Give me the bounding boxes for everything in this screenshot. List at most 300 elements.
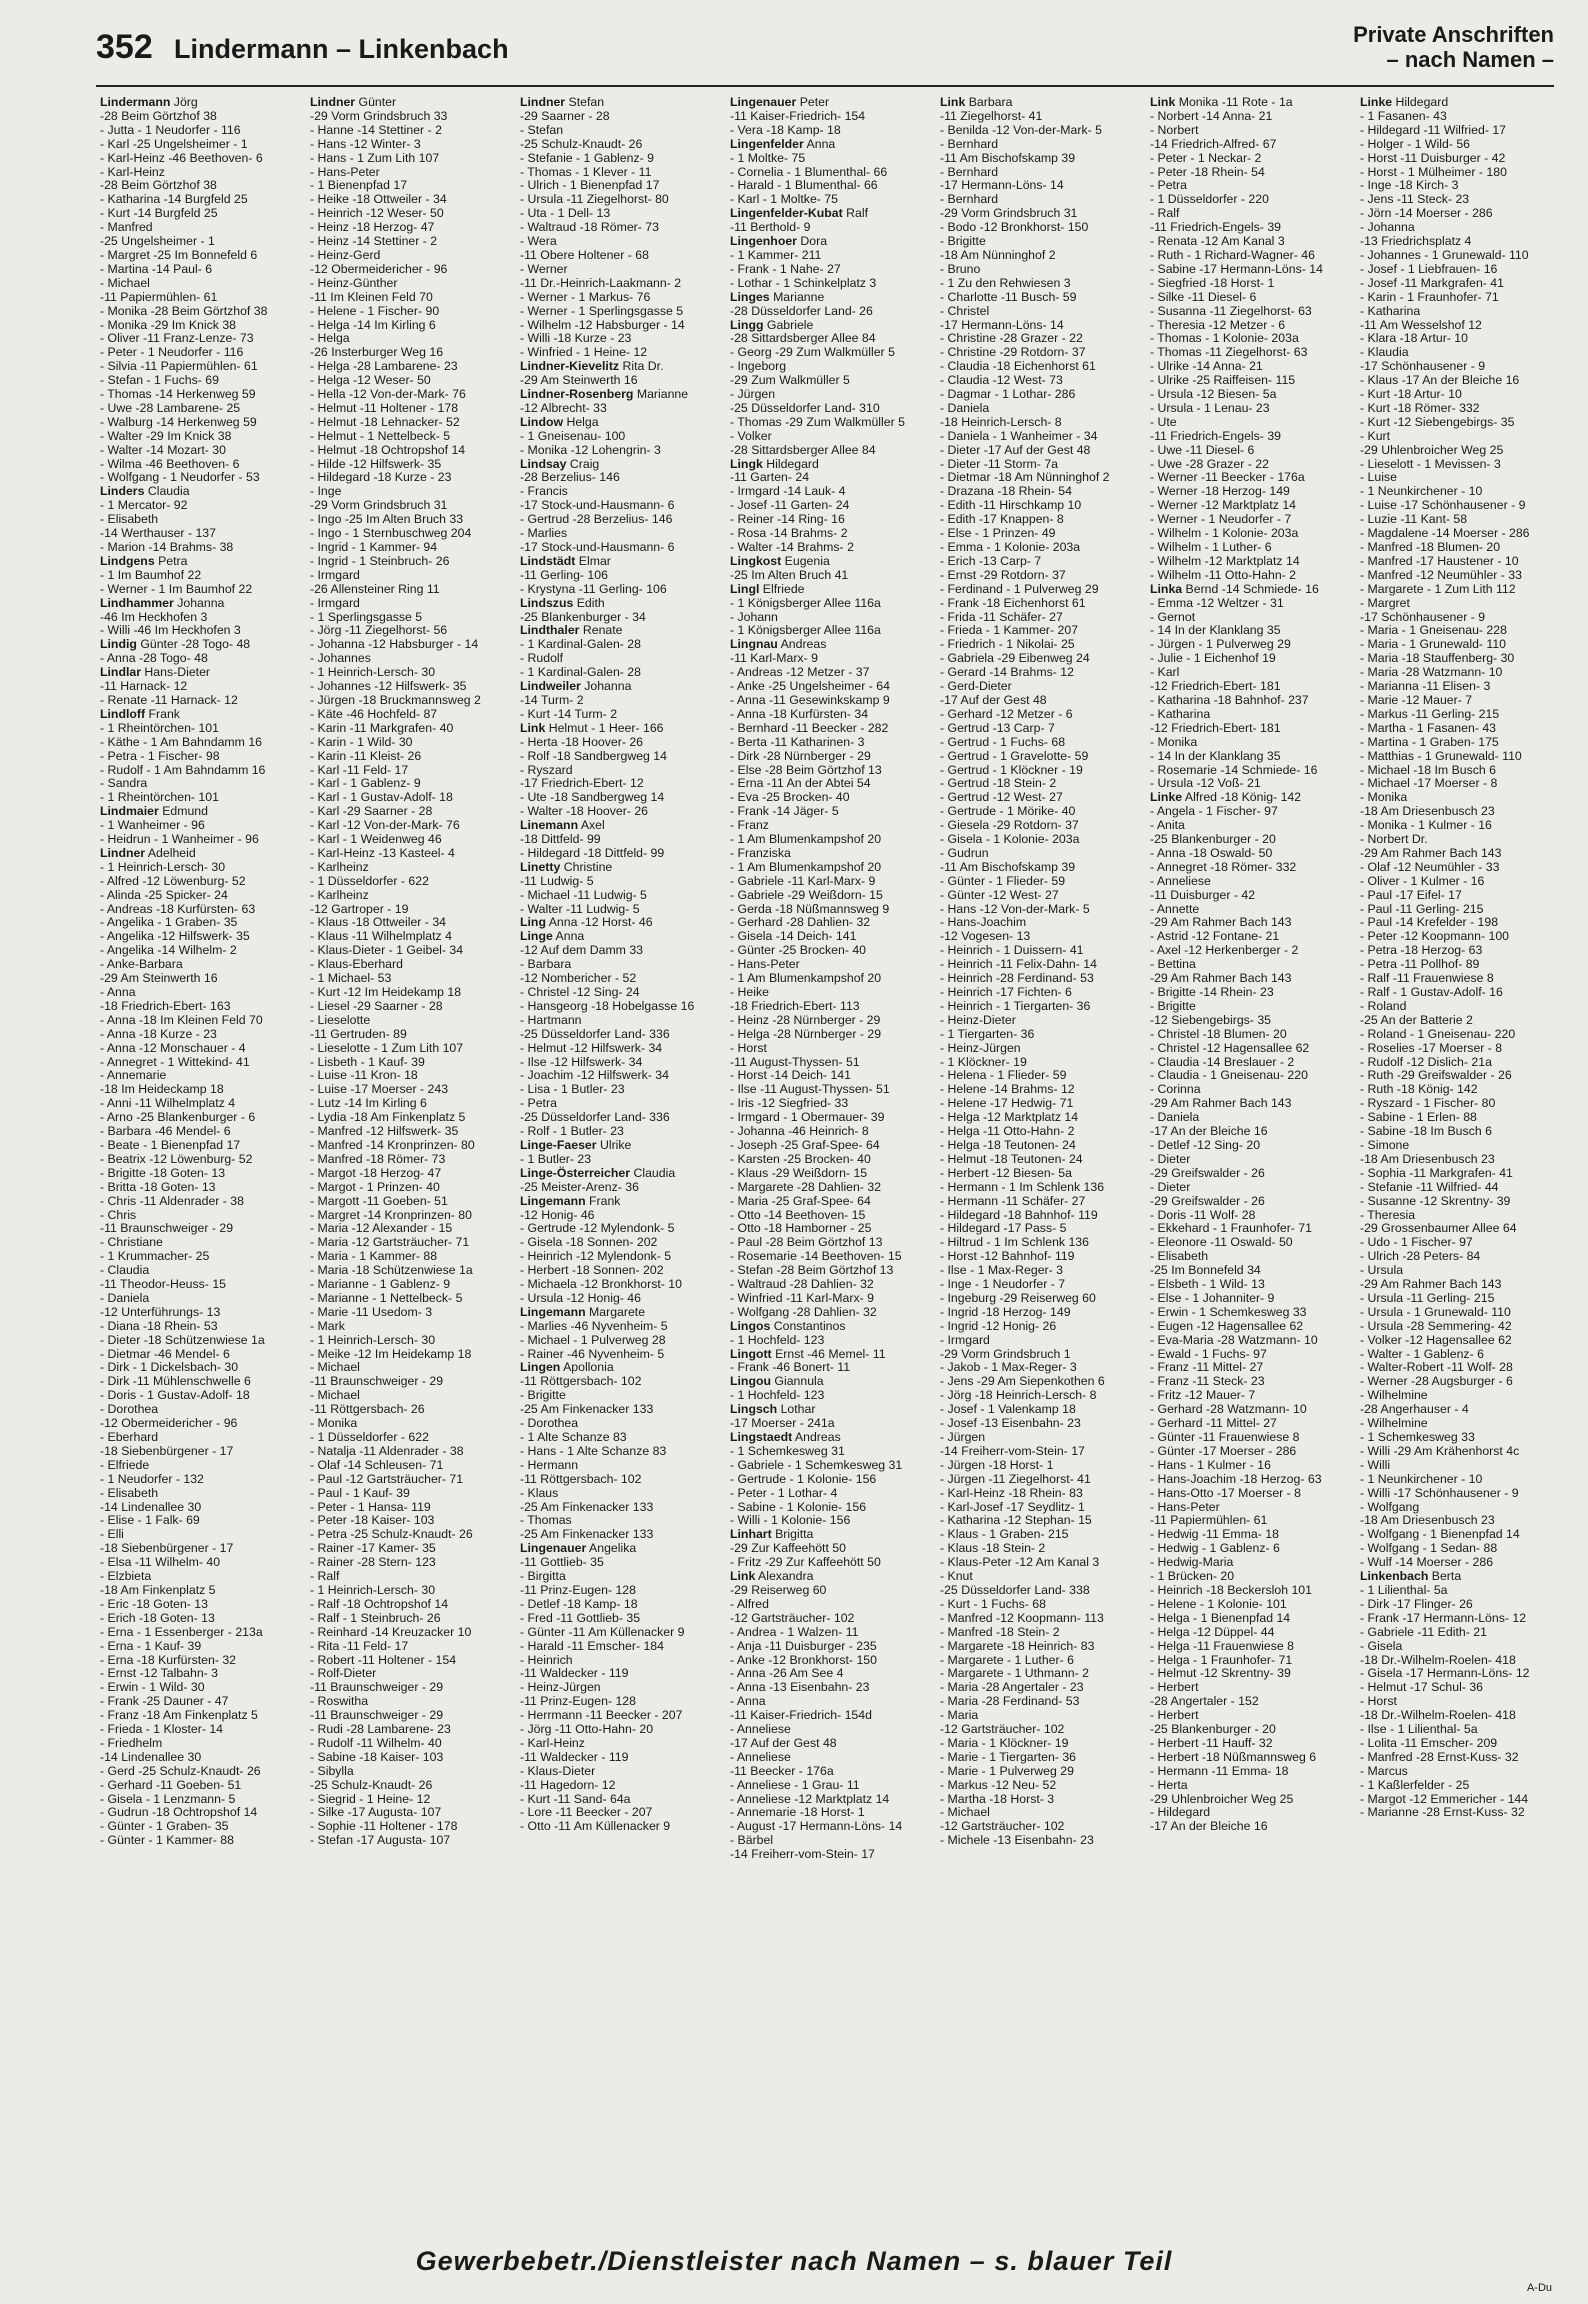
entry-text: -18 Heinrich-Lersch- 8 [940, 414, 1062, 429]
directory-entry [730, 1097, 930, 1111]
entry-text: Andreas [794, 1430, 841, 1444]
entry-text: Edmund [162, 804, 208, 819]
entry-text: - Hans-Peter [1150, 1499, 1220, 1514]
entry-text: -18 Friedrich-Ebert- 113 [730, 998, 860, 1013]
entry-text: - Monika - 1 Kulmer - 16 [1360, 818, 1492, 833]
entry-text: Angelika [589, 1541, 637, 1556]
directory-entry [730, 1264, 930, 1278]
entry-text: - 1 Hochfeld- 123 [730, 1388, 825, 1403]
directory-entry [1150, 1681, 1350, 1695]
directory-entry [310, 110, 510, 124]
entry-text: - Peter - 1 Hansa- 119 [310, 1499, 431, 1514]
entry-text: -11 August-Thyssen- 51 [730, 1054, 860, 1069]
directory-entry [1150, 1820, 1350, 1834]
directory-entry [1360, 889, 1560, 903]
entry-text: - Dirk -11 Mühlenschwelle 6 [100, 1374, 251, 1389]
directory-entry [310, 555, 510, 569]
entry-text: - Sabine -18 Im Busch 6 [1360, 1124, 1492, 1139]
entry-text: - Heinz-Jürgen [520, 1680, 601, 1695]
directory-entry [940, 1069, 1140, 1083]
directory-entry [100, 1695, 300, 1709]
entry-text: - Chris -11 Aldenrader - 38 [100, 1193, 244, 1208]
directory-entry [1360, 1723, 1560, 1737]
directory-entry [520, 638, 720, 652]
page-number: 352 [96, 28, 153, 66]
directory-entry [1360, 930, 1560, 944]
entry-text: - Walburg -14 Herkenweg 59 [100, 414, 257, 429]
entry-text: - Fritz -29 Zur Kaffeehött 50 [730, 1555, 881, 1570]
directory-entry [730, 875, 930, 889]
directory-entry [730, 1626, 930, 1640]
directory-entry [100, 736, 300, 750]
directory-entry [520, 1417, 720, 1431]
directory-entry [940, 374, 1140, 388]
directory-entry [1360, 708, 1560, 722]
directory-entry [310, 722, 510, 736]
directory-entry [100, 944, 300, 958]
entry-text: - Johanna [1360, 220, 1415, 235]
directory-entry [520, 666, 720, 680]
directory-entry [1360, 332, 1560, 346]
entry-text: - Jürgen -18 Horst- 1 [940, 1457, 1054, 1472]
entry-text: - Herbert -11 Hauff- 32 [1150, 1735, 1273, 1750]
entry-text: - Sabine -18 Kaiser- 103 [310, 1749, 444, 1764]
entry-text: - Karl-Heinz -46 Beethoven- 6 [100, 150, 263, 165]
directory-entry [520, 791, 720, 805]
directory-entry [100, 1626, 300, 1640]
directory-entry [940, 819, 1140, 833]
directory-entry [940, 1153, 1140, 1167]
directory-entry [1360, 1709, 1560, 1723]
directory-entry [310, 346, 510, 360]
directory-entry [100, 1723, 300, 1737]
directory-entry [1360, 1042, 1560, 1056]
entry-text: - Manfred -12 Hilfswerk- 35 [310, 1124, 459, 1139]
entry-text: Giannula [774, 1374, 824, 1389]
directory-entry [940, 930, 1140, 944]
entry-text: - Jakob - 1 Max-Reger- 3 [940, 1360, 1077, 1375]
directory-entry [1150, 1431, 1350, 1445]
directory-entry [1360, 1264, 1560, 1278]
directory-entry [730, 1306, 930, 1320]
directory-entry [1150, 944, 1350, 958]
directory-entry [1150, 694, 1350, 708]
entry-text: - Erna -18 Kurfürsten- 32 [100, 1652, 237, 1667]
entry-text: - Franz -11 Mittel- 27 [1150, 1360, 1264, 1375]
directory-entry [1360, 430, 1560, 444]
entry-text: - Uwe -28 Grazer - 22 [1150, 456, 1269, 471]
entry-text: - Heinz -14 Stettiner - 2 [310, 234, 438, 249]
entry-text: Monika -11 Rote - 1a [1178, 96, 1293, 109]
entry-text: -17 Friedrich-Ebert- 12 [520, 776, 644, 791]
entry-text: -12 Gartsträucher- 102 [940, 1819, 1065, 1834]
directory-entry [520, 1584, 720, 1598]
directory-entry [310, 1806, 510, 1820]
entry-text: - Anna -18 Oswald- 50 [1150, 845, 1273, 860]
entry-text: - Harald - 1 Blumenthal- 66 [730, 178, 878, 193]
directory-entry [1150, 388, 1350, 402]
directory-entry [1360, 166, 1560, 180]
directory-entry [100, 750, 300, 764]
entry-text: - Werner - 1 Neudorfer - 7 [1150, 512, 1292, 527]
entry-text: - Andreas -18 Kurfürsten- 63 [100, 901, 256, 916]
directory-entry [940, 555, 1140, 569]
directory-entry [520, 750, 720, 764]
entry-text: - Heinrich -17 Fichten- 6 [940, 985, 1072, 999]
directory-entry [100, 1654, 300, 1668]
entry-text: -17 Stock-und-Hausmann- 6 [520, 498, 675, 513]
entry-text: - Rita -11 Feld- 17 [310, 1638, 409, 1653]
directory-entry [940, 875, 1140, 889]
entry-text: - Daniela [940, 400, 990, 415]
directory-entry [520, 1765, 720, 1779]
entry-text: -11 Garten- 24 [730, 470, 810, 485]
entry-text: - Chris [100, 1207, 137, 1222]
entry-text: - Elli [100, 1527, 124, 1542]
entry-text: -29 Vorm Grindsbruch 1 [940, 1346, 1071, 1361]
entry-text: - Gertrud -18 Stein- 2 [940, 776, 1057, 791]
entry-text: - Heinz-Gerd [310, 247, 381, 262]
directory-entry [520, 1403, 720, 1417]
entry-text: - Ruth -29 Greifswalder - 26 [1360, 1068, 1512, 1083]
directory-entry [1360, 1292, 1560, 1306]
directory-entry [520, 1195, 720, 1209]
directory-entry [940, 1431, 1140, 1445]
entry-text: - 1 Wanheimer - 96 [100, 818, 205, 833]
entry-text: - 1 Sperlingsgasse 5 [310, 609, 423, 624]
entry-text: Helmut - 1 Heer- 166 [548, 720, 664, 735]
directory-entry [1360, 1612, 1560, 1626]
directory-entry [310, 221, 510, 235]
directory-entry [1150, 374, 1350, 388]
directory-entry [1360, 694, 1560, 708]
directory-entry [1150, 569, 1350, 583]
entry-text: - Markus -11 Gerling- 215 [1360, 706, 1500, 721]
entry-text: - Marcus [1360, 1763, 1408, 1778]
surname: Lindstädt [520, 553, 576, 568]
entry-text: - Mark [310, 1318, 345, 1333]
entry-text: -29 Am Rahmer Bach 143 [1150, 1096, 1292, 1111]
directory-entry [310, 569, 510, 583]
entry-text: - Helene - 1 Kolonie- 101 [1150, 1596, 1287, 1611]
entry-text: Marianne [773, 289, 825, 304]
directory-entry [520, 764, 720, 778]
directory-entry [520, 471, 720, 485]
directory-entry [940, 1375, 1140, 1389]
directory-entry [100, 875, 300, 889]
directory-entry [310, 597, 510, 611]
directory-entry [520, 458, 720, 472]
directory-entry [940, 1723, 1140, 1737]
entry-text: - Margarete - 1 Luther- 6 [940, 1652, 1074, 1667]
surname: Lindgens [100, 553, 155, 568]
entry-text: -26 Insterburger Weg 16 [310, 345, 444, 360]
directory-entry [1360, 291, 1560, 305]
directory-entry [940, 193, 1140, 207]
entry-text: - Anna [100, 985, 136, 999]
entry-text: - Josef -11 Garten- 24 [730, 498, 850, 513]
surname: Lingen [520, 1360, 561, 1375]
directory-entry [520, 555, 720, 569]
directory-entry [520, 1820, 720, 1834]
entry-text: Anna -12 Horst- 46 [548, 915, 653, 930]
directory-entry [520, 597, 720, 611]
directory-entry [940, 1250, 1140, 1264]
entry-text: - Helena - 1 Flieder- 59 [940, 1068, 1067, 1083]
entry-text: - Maria -12 Gartsträucher- 71 [310, 1235, 470, 1250]
entry-text: - Franz [730, 818, 769, 833]
entry-text: - Gabriela -29 Eibenweg 24 [940, 651, 1090, 666]
directory-entry [940, 1598, 1140, 1612]
entry-text: -17 Schönhausener - 9 [1360, 609, 1486, 624]
directory-entry [730, 263, 930, 277]
directory-entry [100, 1153, 300, 1167]
directory-entry [1150, 207, 1350, 221]
entry-text: - Heinrich -12 Weser- 50 [310, 206, 444, 221]
entry-text: - Helene -14 Brahms- 12 [940, 1082, 1075, 1097]
entry-text: - Johannes - 1 Grunewald- 110 [1360, 247, 1529, 262]
entry-text: Hildegard [1395, 96, 1449, 109]
directory-entry [310, 736, 510, 750]
directory-entry [940, 277, 1140, 291]
directory-entry [940, 1612, 1140, 1626]
directory-entry [940, 499, 1140, 513]
directory-entry [1360, 1375, 1560, 1389]
directory-entry [520, 416, 720, 430]
entry-text: -11 Theodor-Heuss- 15 [100, 1277, 226, 1292]
entry-text: -28 Sittardsberger Allee 84 [730, 331, 876, 346]
directory-entry [520, 1181, 720, 1195]
surname: Lingenauer [520, 1541, 587, 1556]
entry-text: - Käthe - 1 Am Bahndamm 16 [100, 734, 262, 749]
directory-entry [1360, 96, 1560, 110]
directory-entry [730, 722, 930, 736]
directory-entry [1150, 1793, 1350, 1807]
directory-entry [520, 1473, 720, 1487]
directory-entry [310, 1222, 510, 1236]
entry-text: - 1 Tiergarten- 36 [940, 1026, 1035, 1041]
entry-text: -29 Am Rahmer Bach 143 [1150, 971, 1292, 986]
entry-text: - Maria - 1 Gneisenau- 228 [1360, 623, 1507, 638]
entry-text: - Lydia -18 Am Finkenplatz 5 [310, 1110, 466, 1125]
entry-text: - Bettina [1150, 957, 1196, 972]
entry-text: - Walter-Robert -11 Wolf- 28 [1360, 1360, 1513, 1375]
entry-text: - Elisabeth [100, 512, 159, 527]
directory-entry [1360, 958, 1560, 972]
entry-text: -25 An der Batterie 2 [1360, 1012, 1473, 1027]
entry-text: - Marie -12 Mauer- 7 [1360, 692, 1473, 707]
directory-entry [310, 485, 510, 499]
entry-text: - Ursula -11 Gerling- 215 [1360, 1290, 1495, 1305]
directory-entry [940, 708, 1140, 722]
directory-entry [730, 1709, 930, 1723]
entry-text: - Vera -18 Kamp- 18 [730, 122, 841, 137]
entry-text: Christine [563, 859, 613, 874]
entry-text: - Franziska [730, 845, 791, 860]
directory-entry [1150, 889, 1350, 903]
entry-text: - Karl -11 Feld- 17 [310, 762, 409, 777]
directory-entry [1150, 1779, 1350, 1793]
entry-text: - Ralf -11 Frauenwiese 8 [1360, 971, 1494, 986]
entry-text: - Ulrike -14 Anna- 21 [1150, 359, 1263, 374]
directory-entry [1360, 1473, 1560, 1487]
entry-text: - Helga -28 Nürnberger - 29 [730, 1026, 882, 1041]
directory-entry [310, 1501, 510, 1515]
directory-entry [100, 652, 300, 666]
directory-entry [1360, 1306, 1560, 1320]
surname: Link [730, 1569, 756, 1584]
directory-entry [100, 1389, 300, 1403]
directory-entry [940, 791, 1140, 805]
entry-text: - Thomas - 1 Klever - 11 [520, 164, 652, 179]
entry-text: - Michael -17 Moerser - 8 [1360, 776, 1498, 791]
entry-text: - Paul -12 Gartsträucher- 71 [310, 1471, 464, 1486]
entry-text: - Arno -25 Blankenburger - 6 [100, 1110, 256, 1125]
entry-text: - Edith -17 Knappen- 8 [940, 512, 1064, 527]
entry-text: -11 Hagedorn- 12 [520, 1777, 616, 1792]
directory-entry [100, 569, 300, 583]
entry-text: - Wolfgang - 1 Sedan- 88 [1360, 1541, 1498, 1556]
entry-text: - Werner -12 Marktplatz 14 [1150, 498, 1297, 513]
entry-text: -11 Braunschweiger - 29 [310, 1680, 444, 1695]
entry-text: -11 Waldecker - 119 [520, 1666, 629, 1681]
entry-text: - Werner - 1 Markus- 76 [520, 289, 651, 304]
entry-text: - Helmut -18 Lehnacker- 52 [310, 414, 460, 429]
directory-entry [520, 1361, 720, 1375]
entry-text: - Natalja -11 Aldenrader - 38 [310, 1443, 464, 1458]
entry-text: - Gertrud - 1 Gravelotte- 59 [940, 748, 1089, 763]
directory-entry [1360, 1667, 1560, 1681]
directory-entry [310, 360, 510, 374]
entry-text: - Irmgard [940, 1332, 990, 1347]
entry-text: - Thomas -14 Herkenweg 59 [100, 387, 256, 402]
directory-entry [100, 972, 300, 986]
directory-entry [730, 291, 930, 305]
surname: Lindsay [520, 456, 567, 471]
entry-text: - Karl - 1 Gustav-Adolf- 18 [310, 790, 453, 805]
directory-entry [1150, 611, 1350, 625]
directory-entry [730, 1737, 930, 1751]
entry-text: - Charlotte -11 Busch- 59 [940, 289, 1077, 304]
entry-text: -11 Prinz-Eugen- 128 [520, 1582, 636, 1597]
entry-text: - 1 Klöckner- 19 [940, 1054, 1027, 1069]
entry-text: - Karl -25 Ungelsheimer - 1 [100, 136, 248, 151]
surname: Lindloff [100, 706, 146, 721]
directory-entry [310, 805, 510, 819]
entry-text: - Martina - 1 Graben- 175 [1360, 734, 1499, 749]
entry-text: - Hedwig - 1 Gablenz- 6 [1150, 1541, 1280, 1556]
directory-entry [940, 1195, 1140, 1209]
directory-entry [310, 319, 510, 333]
directory-entry [100, 1056, 300, 1070]
directory-entry [310, 583, 510, 597]
entry-text: -11 Gerling- 106 [520, 567, 608, 582]
entry-text: - 1 Mercator- 92 [100, 498, 188, 513]
entry-text: - Kurt -12 Siebengebirgs- 35 [1360, 414, 1515, 429]
directory-entry [520, 847, 720, 861]
directory-entry [100, 833, 300, 847]
entry-text: - Martina -14 Paul- 6 [100, 261, 213, 276]
directory-entry [310, 1667, 510, 1681]
directory-entry [100, 1320, 300, 1334]
directory-entry [100, 1417, 300, 1431]
surname: Linders [100, 484, 145, 499]
directory-entry [1150, 263, 1350, 277]
directory-entry [520, 1556, 720, 1570]
entry-text: - Michele -13 Eisenbahn- 23 [940, 1833, 1094, 1848]
entry-text: - Kurt -18 Römer- 332 [1360, 400, 1480, 415]
directory-entry [520, 1487, 720, 1501]
directory-entry [1360, 1793, 1560, 1807]
directory-entry [310, 903, 510, 917]
directory-entry [310, 1125, 510, 1139]
directory-entry [730, 611, 930, 625]
entry-text: - Oliver -11 Franz-Lenze- 73 [100, 331, 254, 346]
entry-text: - Heinrich -18 Beckersloh 101 [1150, 1582, 1312, 1597]
entry-text: - Katharina [1150, 706, 1211, 721]
directory-entry [1360, 305, 1560, 319]
directory-entry [520, 1723, 720, 1737]
directory-entry [940, 1709, 1140, 1723]
entry-text: -14 Freiherr-vom-Stein- 17 [940, 1443, 1085, 1458]
directory-entry [730, 1348, 930, 1362]
entry-text: -11 Röttgersbach- 26 [310, 1402, 425, 1417]
directory-entry [730, 1111, 930, 1125]
directory-entry [520, 1709, 720, 1723]
entry-text: - Holger - 1 Wild- 56 [1360, 136, 1471, 151]
directory-entry [520, 96, 720, 110]
entry-text: - Anke-Barbara [100, 957, 183, 972]
entry-text: Elmar [578, 553, 611, 568]
entry-text: - Helga -11 Otto-Hahn- 2 [940, 1124, 1075, 1139]
directory-entry [730, 666, 930, 680]
entry-text: -25 Im Alten Bruch 41 [730, 567, 849, 582]
entry-text: - Marie - 1 Tiergarten- 36 [940, 1749, 1076, 1764]
entry-text: - Hans - 1 Zum Lith 107 [310, 150, 440, 165]
header-rule [96, 85, 1554, 87]
directory-entry [310, 235, 510, 249]
entry-text: - Klaus -29 Weißdorn- 15 [730, 1165, 868, 1180]
directory-entry [1150, 750, 1350, 764]
surname: Lingkost [730, 553, 782, 568]
entry-text: - Anna -28 Togo- 48 [100, 651, 208, 666]
entry-text: - Marianne - 1 Gablenz- 9 [310, 1277, 451, 1292]
entry-text: - Gisela -14 Deich- 141 [730, 929, 857, 944]
entry-text: - Heinz -18 Herzog- 47 [310, 220, 435, 235]
entry-text: - Gertrud -12 West- 27 [940, 790, 1063, 805]
entry-text: -25 Schulz-Knaudt- 26 [520, 136, 643, 151]
directory-entry [1360, 722, 1560, 736]
entry-text: - Doris -11 Wolf- 28 [1150, 1207, 1256, 1222]
surname: Link [1150, 96, 1176, 109]
entry-text: - Margarete -18 Heinrich- 83 [940, 1638, 1095, 1653]
entry-text: - Anni -11 Wilhelmplatz 4 [100, 1096, 236, 1111]
entry-text: -11 Friedrich-Engels- 39 [1150, 428, 1281, 443]
entry-text: - Dieter [1150, 1151, 1191, 1166]
entry-text: - Hermann -11 Schäfer- 27 [940, 1193, 1086, 1208]
directory-entry [940, 1584, 1140, 1598]
directory-entry [100, 249, 300, 263]
entry-text: Lothar [780, 1402, 816, 1417]
directory-entry [1360, 499, 1560, 513]
directory-entry [100, 916, 300, 930]
entry-text: - Werner -11 Beecker - 176a [1150, 470, 1305, 485]
directory-entry [1360, 861, 1560, 875]
entry-text: Anna [555, 929, 585, 944]
entry-text: -18 Siebenbürgener - 17 [100, 1541, 234, 1556]
directory-entry [100, 1348, 300, 1362]
entry-text: -11 Röttgersbach- 102 [520, 1374, 642, 1389]
